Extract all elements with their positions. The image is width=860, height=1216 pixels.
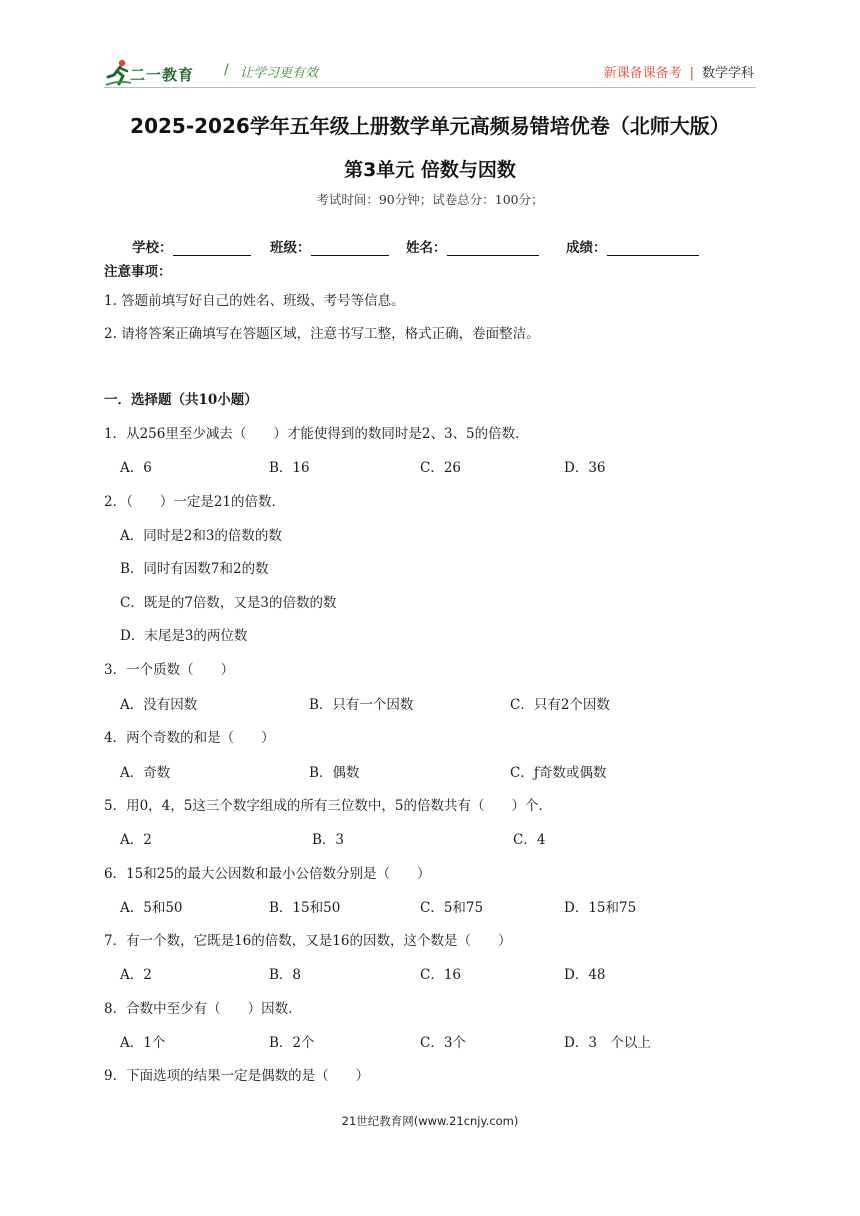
option[interactable]: D．36 — [564, 460, 606, 476]
option[interactable]: A．没有因数 — [120, 697, 198, 713]
option[interactable]: C．26 — [420, 460, 462, 476]
option[interactable]: B．3 — [312, 832, 345, 848]
question-stem: 2．（ ）一定是21的倍数． — [104, 494, 286, 510]
option[interactable]: C．只有2个因数 — [510, 697, 610, 713]
question-stem: 4．两个奇数的和是（ ） — [104, 730, 275, 746]
option[interactable]: C．4 — [513, 832, 546, 848]
brand-separator: | — [689, 66, 694, 81]
brand-subject: 数学学科 — [701, 66, 754, 81]
option[interactable]: A．奇数 — [120, 765, 171, 781]
runner-logo-icon — [104, 58, 132, 88]
school-field[interactable]: 学校： — [132, 236, 251, 256]
option[interactable]: D．15和75 — [564, 900, 637, 916]
slogan: 让学习更有效 — [240, 66, 319, 81]
question-stem: 9．下面选项的结果一定是偶数的是（ ） — [104, 1068, 370, 1084]
option[interactable]: B．只有一个因数 — [309, 697, 414, 713]
option[interactable]: C．16 — [420, 967, 462, 983]
option[interactable]: A．5和50 — [120, 900, 183, 916]
notice-item: 1. 答题前填写好自己的姓名、班级、考号等信息。 — [104, 293, 405, 309]
section-title: 一．选择题（共10小题） — [104, 392, 258, 408]
option[interactable]: B．8 — [269, 967, 302, 983]
option[interactable]: D．末尾是3的两位数 — [120, 628, 248, 644]
question-stem: 8．合数中至少有（ ）因数. — [104, 1001, 293, 1017]
option[interactable]: C．ƒ奇数或偶数 — [510, 765, 607, 781]
question-stem: 5．用0，4，5这三个数字组成的所有三位数中，5的倍数共有（ ）个． — [104, 798, 552, 814]
option[interactable]: B．2个 — [269, 1035, 315, 1051]
option[interactable]: B．同时有因数7和2的数 — [120, 561, 269, 577]
notice-item: 2. 请将答案正确填写在答题区域，注意书写工整，格式正确，卷面整洁。 — [104, 326, 540, 342]
page-footer: 21世纪教育网(www.21cnjy.com) — [341, 1114, 519, 1128]
option[interactable]: D．3 个以上 — [564, 1035, 651, 1051]
option[interactable]: B．偶数 — [309, 765, 360, 781]
option[interactable]: A．6 — [120, 460, 152, 476]
option[interactable]: C．3个 — [420, 1035, 466, 1051]
exam-info: 考试时间：90分钟；试卷总分：100分； — [316, 192, 544, 207]
score-field[interactable]: 成绩： — [566, 236, 699, 256]
option[interactable]: B．15和50 — [269, 900, 341, 916]
option[interactable]: C．5和75 — [420, 900, 484, 916]
question-stem: 3．一个质数（ ） — [104, 662, 235, 678]
option[interactable]: D．48 — [564, 967, 606, 983]
question-stem: 7．有一个数，它既是16的倍数，又是16的因数，这个数是（ ） — [104, 933, 512, 949]
student-info-row — [132, 236, 732, 256]
name-field[interactable]: 姓名： — [406, 236, 539, 256]
option[interactable]: A．2 — [120, 967, 152, 983]
brand-series: 新课备课备考 — [603, 66, 682, 81]
header-divider — [104, 87, 756, 88]
option[interactable]: B．16 — [269, 460, 310, 476]
page-title: 2025-2026学年五年级上册数学单元高频易错培优卷（北师大版） — [130, 114, 730, 138]
logo — [104, 58, 212, 88]
class-field[interactable]: 班级： — [270, 236, 389, 256]
option[interactable]: C．既是的7倍数，又是3的倍数的数 — [120, 595, 337, 611]
question-stem: 6．15和25的最大公因数和最小公倍数分别是（ ） — [104, 866, 431, 882]
question-stem: 1．从256里至少减去（ ）才能使得到的数同时是2、3、5的倍数． — [104, 426, 529, 442]
unit-title: 第3单元 倍数与因数 — [344, 159, 516, 181]
option[interactable]: A．2 — [120, 832, 152, 848]
logo-text: 二一教育 — [130, 66, 195, 84]
notice-title: 注意事项： — [104, 264, 172, 280]
option[interactable]: A．同时是2和3的倍数的数 — [120, 528, 282, 544]
slogan-divider: / — [224, 62, 229, 78]
option[interactable]: A．1个 — [120, 1035, 166, 1051]
brand-tagline — [604, 62, 754, 81]
